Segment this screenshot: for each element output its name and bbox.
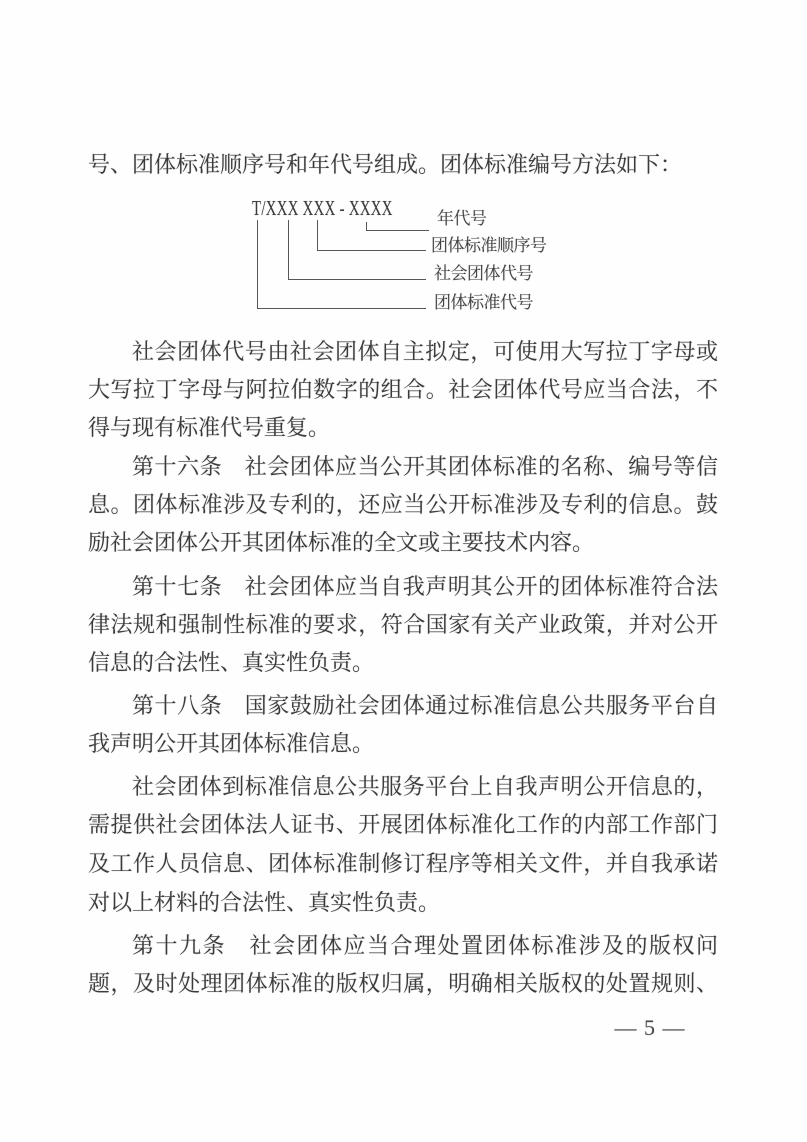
body-line: 息。团体标准涉及专利的，还应当公开标准涉及专利的信息。鼓 — [88, 492, 718, 517]
body-line-article-16: 第十六条 社会团体应当公开其团体标准的名称、编号等信 — [132, 454, 718, 479]
body-line: 信息的合法性、真实性负责。 — [88, 650, 375, 675]
body-line: 及工作人员信息、团体标准制修订程序等相关文件，并自我承诺 — [88, 851, 718, 876]
diagram-label-year-code: 年代号 — [437, 209, 487, 228]
body-line-article-18: 第十八条 国家鼓励社会团体通过标准信息公共服务平台自 — [132, 693, 718, 718]
body-line-article-19: 第十九条 社会团体应当合理处置团体标准涉及的版权问 — [132, 933, 718, 958]
body-line: 社会团体到标准信息公共服务平台上自我声明公开信息的， — [132, 774, 718, 799]
body-line-article-17: 第十七条 社会团体应当自我声明其公开的团体标准符合法 — [132, 574, 718, 599]
body-line: 题，及时处理团体标准的版权归属，明确相关版权的处置规则、 — [88, 971, 718, 996]
diagram-label-standard-code: 团体标准代号 — [434, 293, 533, 312]
page-number: — 5 — — [614, 1015, 686, 1040]
body-line: 大写拉丁字母与阿拉伯数字的组合。社会团体代号应当合法，不 — [88, 377, 718, 402]
body-line-intro: 号、团体标准顺序号和年代号组成。团体标准编号方法如下： — [88, 152, 683, 177]
body-line: 律法规和强制性标准的要求，符合国家有关产业政策，并对公开 — [88, 612, 718, 637]
body-line: 得与现有标准代号重复。 — [88, 415, 331, 440]
standard-code-text: T/XXX XXX - XXXX — [252, 196, 393, 220]
body-line: 对以上材料的合法性、真实性负责。 — [88, 890, 441, 915]
body-line: 我声明公开其团体标准信息。 — [88, 731, 375, 756]
body-line: 励社会团体公开其团体标准的全文或主要技术内容。 — [88, 530, 595, 555]
diagram-label-society-code: 社会团体代号 — [434, 264, 533, 283]
body-line: 社会团体代号由社会团体自主拟定，可使用大写拉丁字母或 — [132, 339, 718, 364]
diagram-label-sequence-number: 团体标准顺序号 — [431, 236, 547, 255]
connector-line-year-code — [366, 222, 429, 231]
body-line: 需提供社会团体法人证书、开展团体标准化工作的内部工作部门 — [88, 812, 718, 837]
